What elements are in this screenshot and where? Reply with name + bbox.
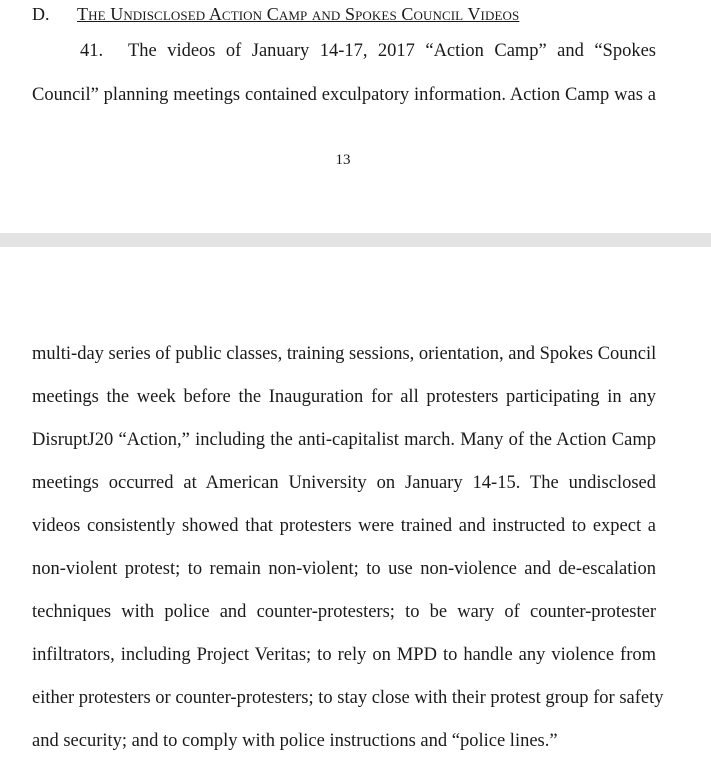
section-heading	[32, 4, 519, 25]
paragraph-line: and security; and to comply with police instructions and “police lines.”	[32, 731, 558, 751]
paragraph-line: DisruptJ20 “Action,” including the anti-capitalist march. Many of the Action Camp	[32, 430, 656, 450]
paragraph-number: 41.	[80, 41, 104, 61]
paragraph-line: meetings occurred at American University on January 14-15. The undisclosed	[32, 473, 656, 493]
document-page-top	[0, 0, 711, 233]
section-letter: D.	[32, 4, 50, 24]
paragraph-line: Council” planning meetings contained exculpatory information. Action Camp was a	[32, 85, 656, 105]
paragraph-line: either protesters or counter-protesters; to stay close with their protest group for safety	[32, 688, 664, 708]
page-break-divider	[0, 233, 711, 247]
paragraph-line: non-violent protest; to remain non-violent; to use non-violence and de-escalation	[32, 559, 656, 579]
paragraph-line-text: The videos of January 14-17, 2017 “Action Camp” and “Spokes	[128, 41, 656, 61]
paragraph-line: videos consistently showed that protesters were trained and instructed to expect a	[32, 516, 656, 536]
page-number: 13	[335, 152, 351, 168]
paragraph-line	[80, 42, 656, 61]
section-title: The Undisclosed Action Camp and Spokes Council Videos	[77, 4, 520, 24]
paragraph-line: multi-day series of public classes, training sessions, orientation, and Spokes Council	[32, 344, 657, 364]
paragraph-line: meetings the week before the Inauguration for all protesters participating in any	[32, 387, 656, 407]
paragraph-line: techniques with police and counter-protesters; to be wary of counter-protester	[32, 602, 656, 622]
paragraph-line: infiltrators, including Project Veritas; to rely on MPD to handle any violence from	[32, 645, 656, 665]
document-page-bottom	[0, 247, 711, 768]
